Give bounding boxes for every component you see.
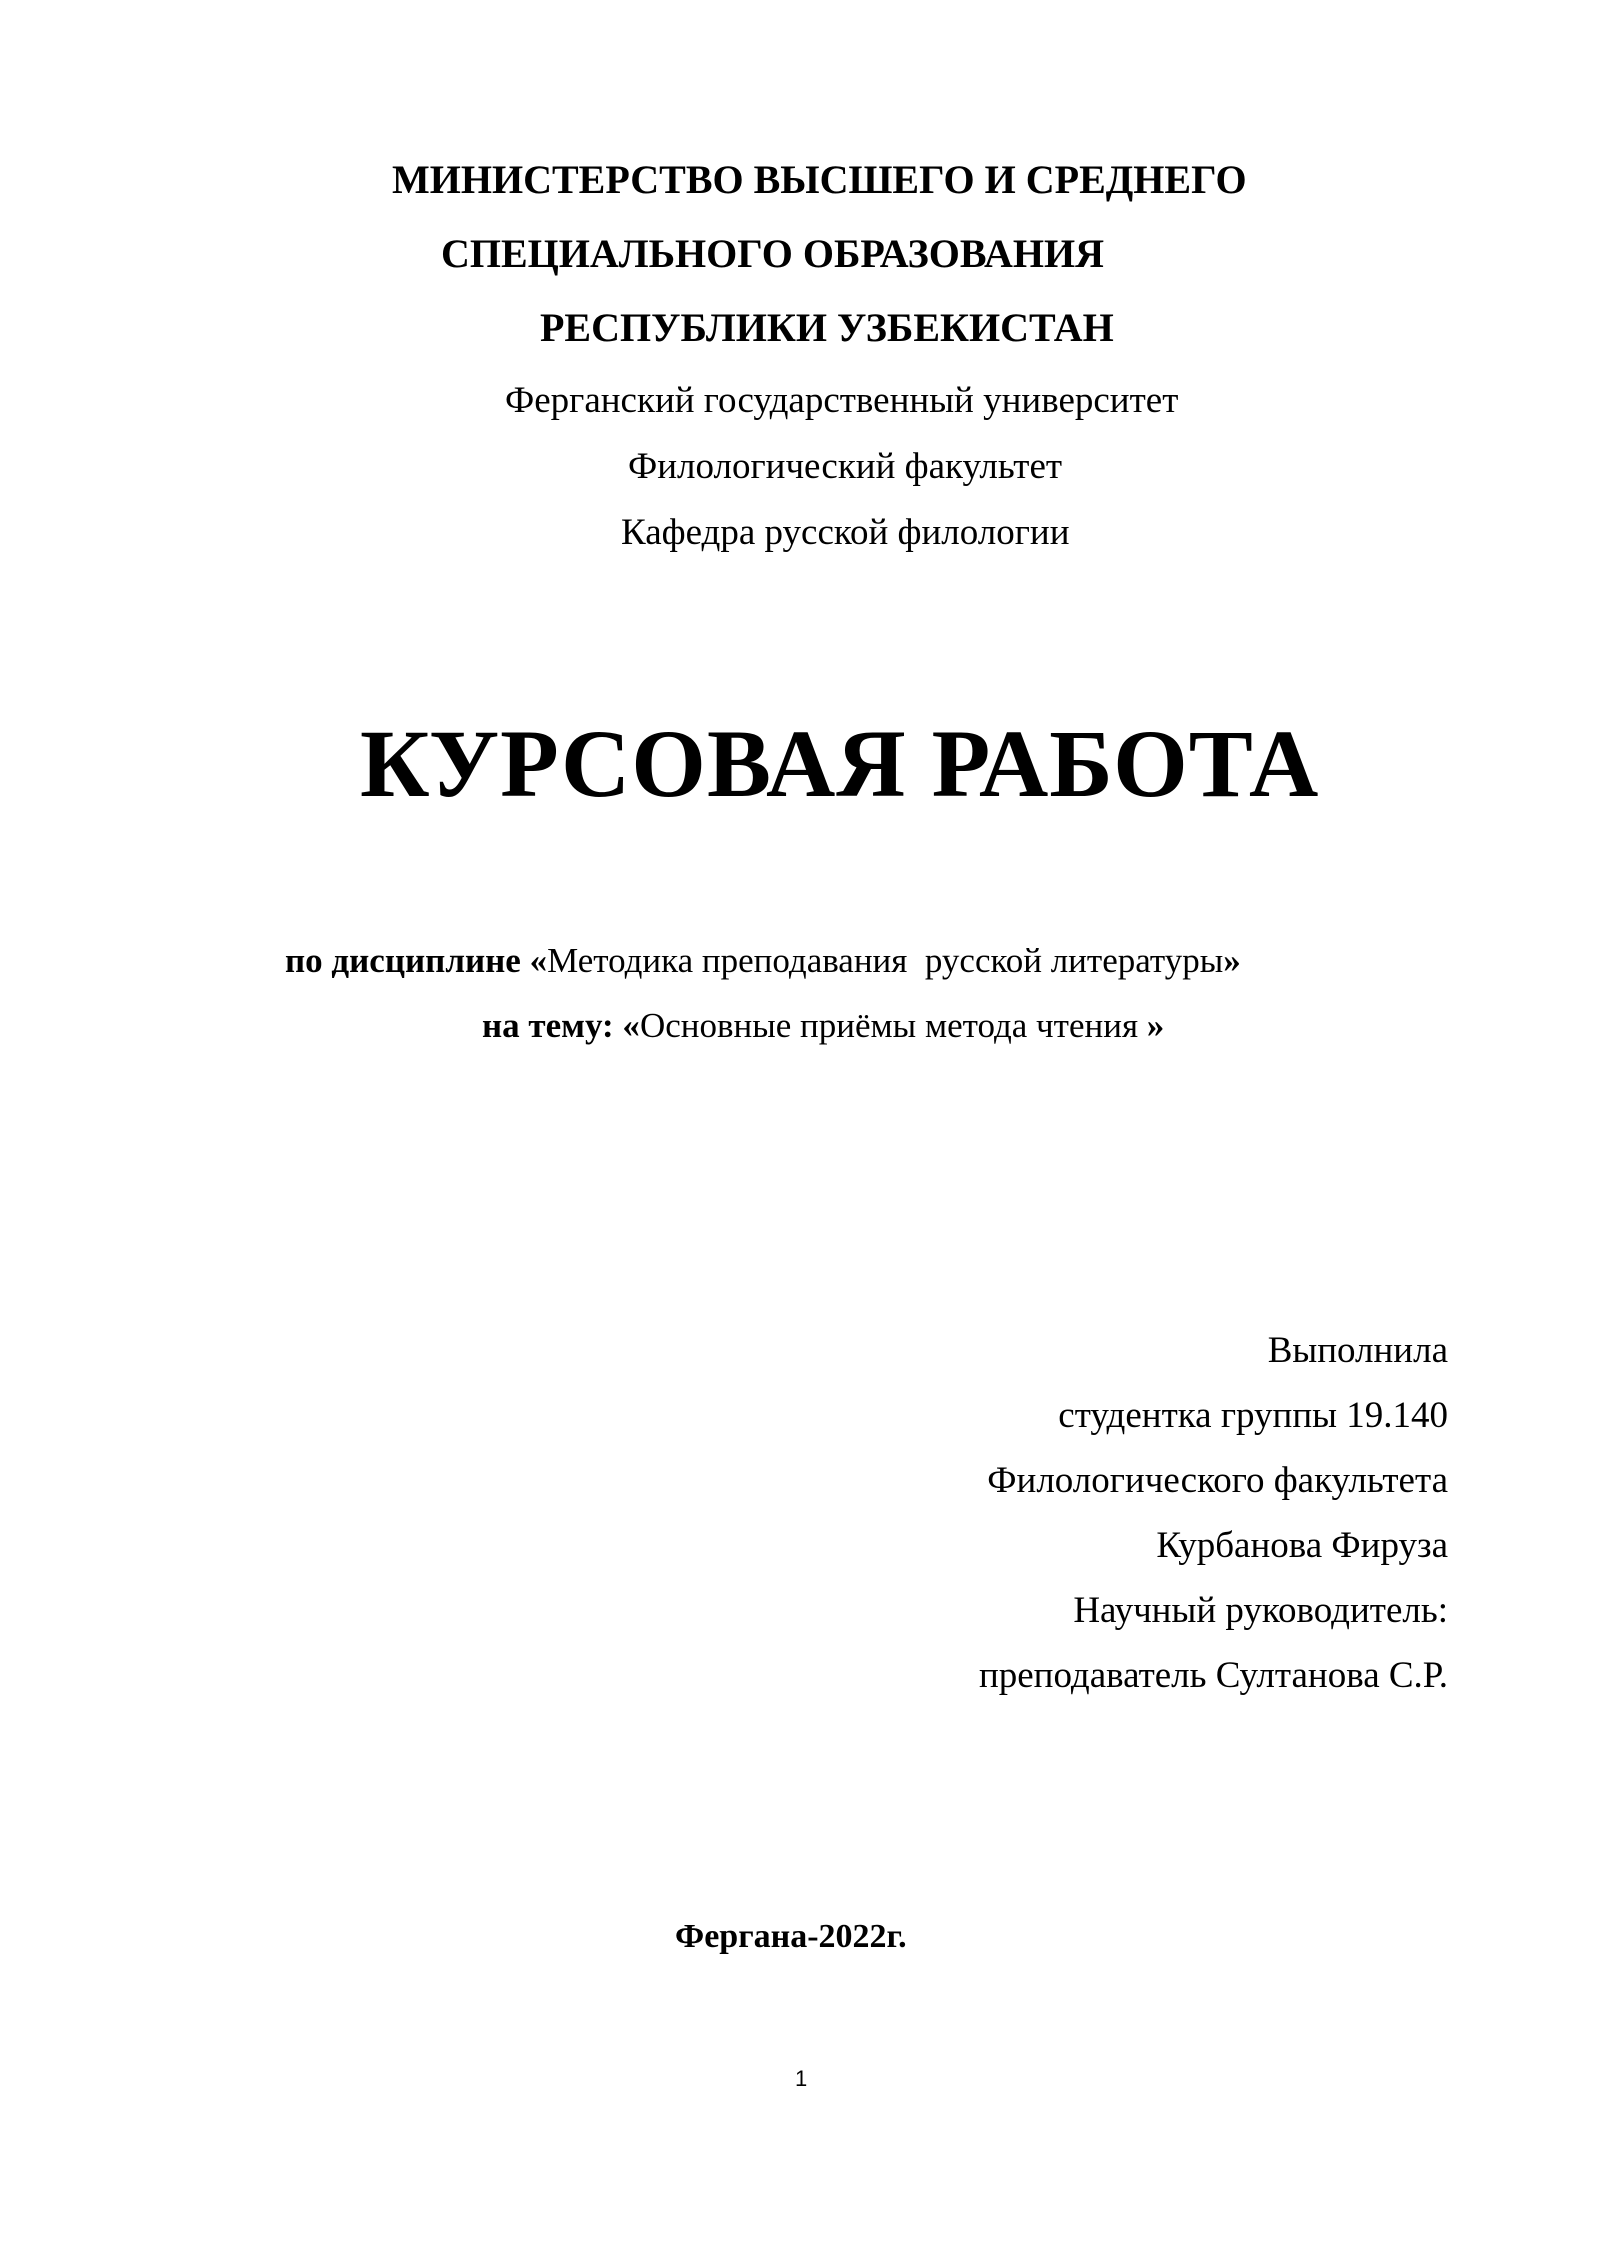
author-performed-by: Выполнила <box>1267 1330 1448 1371</box>
discipline-suffix: » <box>1223 941 1241 980</box>
discipline-line <box>285 943 1241 978</box>
university-name: Ферганский государственный университет <box>505 380 1179 421</box>
city-year: Фергана-2022г. <box>675 1918 907 1955</box>
supervisor-name: преподаватель Султанова С.Р. <box>978 1655 1448 1696</box>
ministry-line-1: МИНИСТЕРСТВО ВЫСШЕГО И СРЕДНЕГО <box>392 157 1247 202</box>
ministry-line-2: СПЕЦИАЛЬНОГО ОБРАЗОВАНИЯ <box>441 231 1104 276</box>
faculty-name: Филологический факультет <box>628 446 1063 487</box>
supervisor-label: Научный руководитель: <box>1073 1590 1448 1631</box>
author-name: Курбанова Фируза <box>1156 1525 1448 1566</box>
topic-prefix: на тему: « <box>482 1006 640 1045</box>
discipline-prefix: по дисциплине « <box>285 941 548 980</box>
author-student-group: студентка группы 19.140 <box>1058 1395 1448 1436</box>
ministry-line-3: РЕСПУБЛИКИ УЗБЕКИСТАН <box>540 305 1114 350</box>
page-number: 1 <box>795 2066 808 2091</box>
topic-line <box>482 1008 1164 1043</box>
author-faculty: Филологического факультета <box>987 1460 1448 1501</box>
document-title: КУРСОВАЯ РАБОТА <box>360 710 1320 817</box>
discipline-name: Методика преподавания русской литературы <box>547 941 1224 980</box>
department-name: Кафедра русской филологии <box>621 512 1070 553</box>
topic-name: Основные приёмы метода чтения <box>639 1006 1147 1045</box>
topic-suffix: » <box>1146 1006 1165 1045</box>
